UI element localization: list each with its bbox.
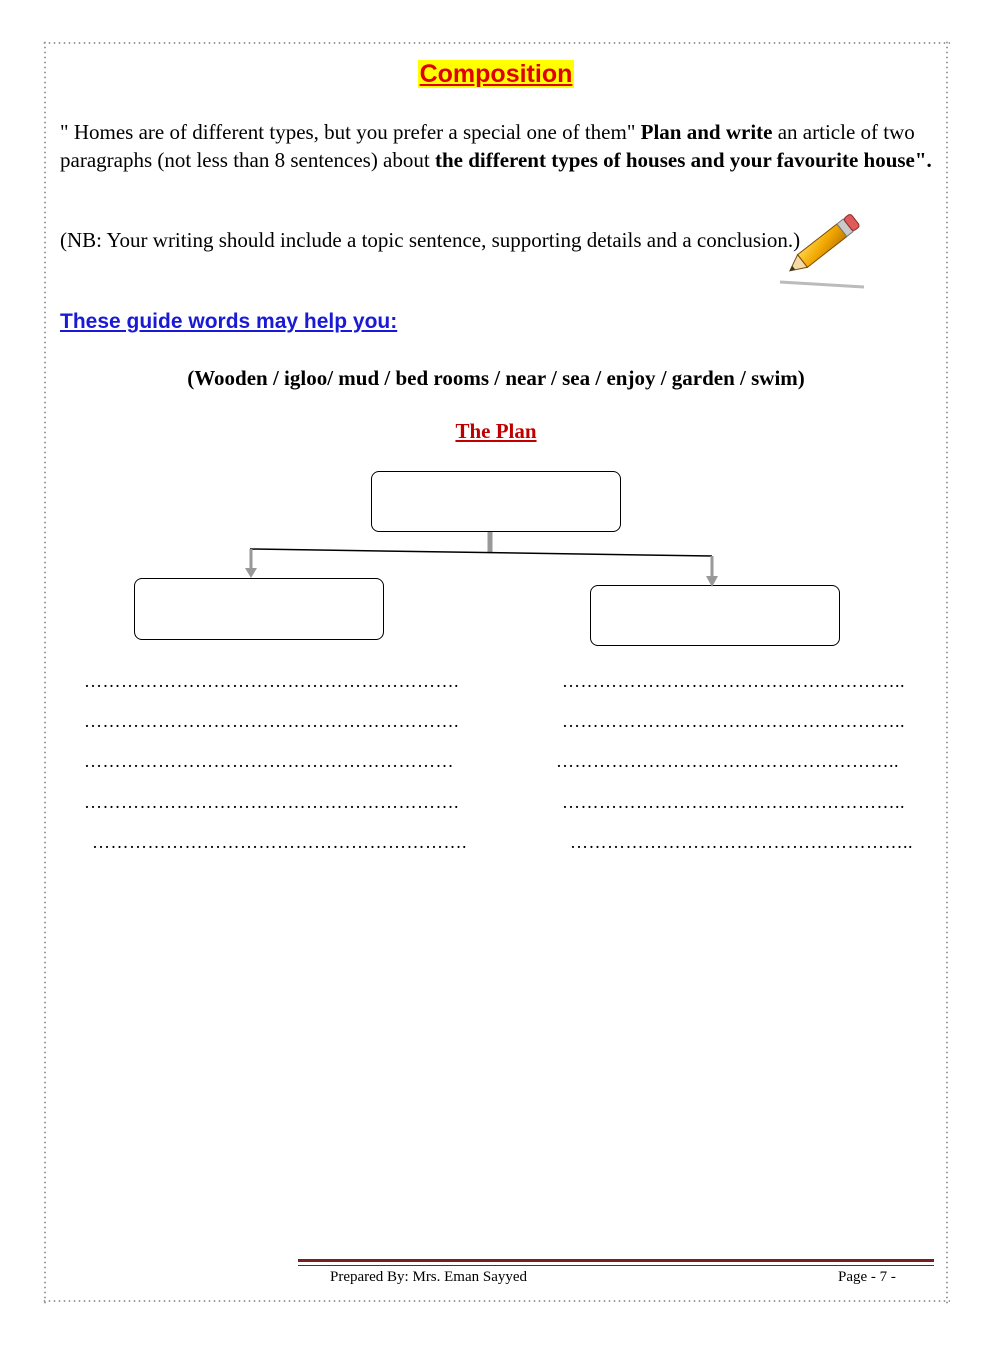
plan-right-box[interactable] [590,585,840,646]
plan-title: The Plan [455,419,537,443]
prompt-mid: an article of two paragraphs (not less than 8 sentences) about [60,120,915,172]
guide-words-heading: These guide words may help you: [60,310,398,333]
prompt-quote: " Homes are of different types, but you prefer a special one of them" [60,120,641,144]
answer-line-left-3[interactable]: …………………………………………………… [84,751,454,771]
border-right [944,40,950,1304]
answer-line-right-2[interactable]: ……………………………………………….. [562,711,905,731]
border-top [42,40,950,46]
pencil-icon [776,202,868,292]
footer-rule [298,1259,934,1266]
answer-line-right-1[interactable]: ……………………………………………….. [562,671,905,691]
plan-left-box[interactable] [134,578,384,640]
answer-line-right-3[interactable]: ……………………………………………….. [556,751,899,771]
answer-line-right-5[interactable]: ……………………………………………….. [570,832,913,852]
border-left [42,40,48,1304]
prompt-instruction: Plan and write [640,120,773,144]
answer-line-right-4[interactable]: ……………………………………………….. [562,792,905,812]
footer-prepared-by: Prepared By: Mrs. Eman Sayyed [330,1269,528,1285]
writing-note: (NB: Your writing should include a topic sentence, supporting details and a conclusion.) [60,228,801,252]
guide-words: (Wooden / igloo/ mud / bed rooms / near / sea / enjoy / garden / swim) [187,366,805,390]
answer-line-left-4[interactable]: ……………………………………………………. [84,792,459,812]
plan-main-box[interactable] [371,471,621,532]
border-bottom [42,1298,950,1304]
page-title [0,60,992,89]
footer-page-number: Page - 7 - [838,1269,896,1285]
composition-title: Composition [419,60,573,88]
writing-prompt [60,118,940,174]
answer-line-left-1[interactable]: ……………………………………………………. [84,671,459,691]
prompt-topic: the different types of houses and your favourite house". [434,148,932,172]
answer-line-left-2[interactable]: ……………………………………………………. [84,711,459,731]
answer-line-left-5[interactable]: ……………………………………………………. [92,832,467,852]
